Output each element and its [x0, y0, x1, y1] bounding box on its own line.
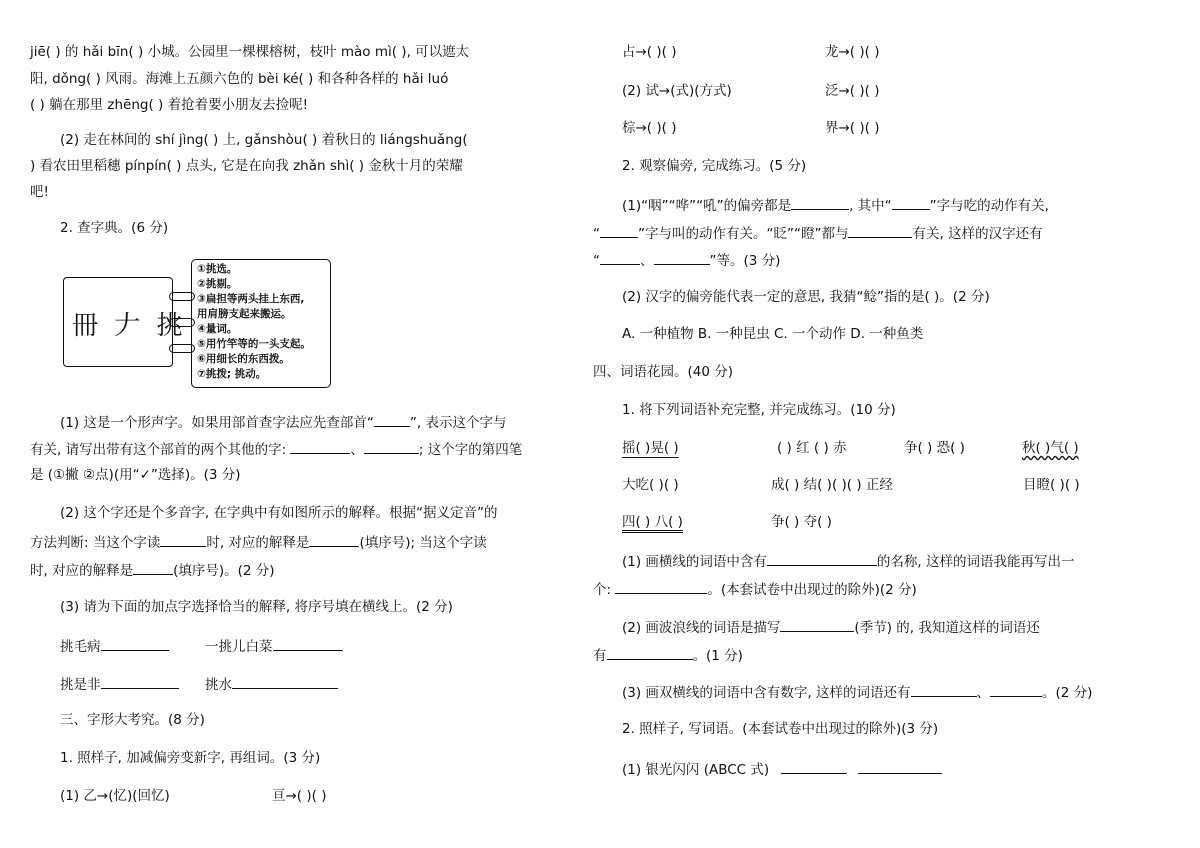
answer-blank[interactable] [990, 682, 1042, 697]
text-line: (2) 走在林间的 shí jìng( ) 上, gǎnshòu( ) 着秋日的 liángshuǎng( [60, 132, 468, 148]
word-item [205, 674, 338, 694]
text-line [593, 579, 917, 599]
text: 个: [593, 582, 616, 598]
wavy-word: 秋( )气( ) [1022, 440, 1079, 456]
text-line [30, 439, 522, 459]
text: 时, 对应的解释是 [206, 535, 310, 551]
word-item [60, 674, 179, 694]
word-item [205, 636, 343, 656]
text: 方法判断: 当这个字读 [30, 535, 161, 551]
question-title: 2. 查字典。(6 分) [60, 220, 169, 236]
text: ”, 表示这个字与 [409, 415, 507, 431]
text: 有关, 请写出带有这个部首的两个其他的字: [30, 442, 291, 458]
text-line: (3) 请为下面的加点字选择恰当的解释, 将序号填在横线上。(2 分) [60, 599, 453, 615]
word-fill: 争( ) 恐( ) [904, 440, 965, 456]
answer-blank[interactable] [780, 617, 854, 632]
word-item [60, 636, 169, 656]
text-line [593, 250, 780, 270]
text: 。(1 分) [692, 648, 743, 664]
word-fill [1022, 439, 1079, 457]
text: , 其中“ [849, 198, 892, 214]
definition-item: ⑦挑拨; 挑动。 [197, 368, 267, 380]
definition-item: 用肩膀支起来搬运。 [197, 308, 292, 320]
answer-blank[interactable] [364, 439, 419, 454]
text-line [593, 223, 1043, 243]
word: 一挑儿白菜 [205, 639, 273, 655]
text-line: 亘→( )( ) [272, 788, 327, 804]
text-line: (2) 试→(式)(方式) [622, 83, 732, 99]
text-line [60, 412, 507, 432]
text: ”字与吃的动作有关, [929, 198, 1049, 214]
word-fill: 大吃( )( ) [622, 477, 679, 493]
answer-blank[interactable] [781, 759, 847, 774]
word: 挑水 [205, 677, 232, 693]
word-fill: 争( ) 夺( ) [771, 514, 832, 530]
text: 的名称, 这样的词语我能再写出一 [876, 554, 1075, 570]
text-line [30, 560, 275, 580]
text: 有关, 这样的汉字还有 [912, 226, 1043, 242]
answer-blank[interactable] [133, 560, 173, 575]
text: 、 [640, 253, 654, 269]
answer-blank[interactable] [848, 223, 912, 238]
text-line: 占→( )( ) [622, 44, 677, 60]
text-line: (2) 汉字的偏旁能代表一定的意思, 我猜“鲶”指的是( )。(2 分) [622, 289, 990, 305]
text-line: 界→( )( ) [825, 120, 880, 136]
text: (2) 画波浪线的词语是描写 [622, 620, 781, 636]
text-line: 1. 照样子, 加减偏旁变新字, 再组词。(3 分) [60, 750, 321, 766]
text-line: 1. 将下列词语补充完整, 并完成练习。(10 分) [622, 402, 896, 418]
text: (3) 画双横线的词语中含有数字, 这样的词语还有 [622, 685, 911, 701]
answer-blank[interactable] [615, 579, 707, 594]
text-line: 2. 照样子, 写词语。(本套试卷中出现过的除外)(3 分) [622, 721, 939, 737]
text: 时, 对应的解释是 [30, 563, 134, 579]
text-line: 泛→( )( ) [825, 83, 880, 99]
definition-item: ①挑选。 [197, 263, 238, 275]
word-fill: ( ) 红 ( ) 赤 [777, 440, 847, 456]
answer-blank[interactable] [911, 682, 977, 697]
definition-item: ②挑剔。 [197, 278, 238, 290]
text-line: (2) 这个字还是个多音字, 在字典中有如图所示的解释。根据“据义定音”的 [60, 505, 498, 521]
text: ”等。(3 分) [709, 253, 781, 269]
text-line: 是 (①撇 ②点)(用“✓”选择)。(3 分) [30, 467, 241, 483]
answer-blank[interactable] [791, 195, 849, 210]
text-line: jiē( ) 的 hǎi bīn( ) 小城。公园里一棵棵榕树，枝叶 mào mì( ), 可以遮太 [30, 44, 470, 60]
word-fill [622, 513, 683, 531]
text: 有 [593, 648, 607, 664]
dictionary-glyphs: 冊 𠂇 挑 [72, 311, 187, 341]
definition-item: ⑥用细长的东西拨。 [197, 353, 290, 365]
word-fill: 目瞪( )( ) [1023, 477, 1080, 493]
text-line [622, 195, 1049, 215]
text: “ [593, 253, 600, 269]
definition-item: ③扁担等两头挂上东西, [197, 293, 305, 305]
answer-blank[interactable] [858, 759, 942, 774]
underlined-word: 摇( )晃( ) [622, 440, 679, 456]
question-title: 2. 观察偏旁, 完成练习。(5 分) [622, 158, 807, 174]
text-line [622, 551, 1075, 571]
text-line: ( ) 躺在那里 zhēng( ) 着抢着要小朋友去捡呢! [30, 97, 309, 113]
answer-blank[interactable] [654, 250, 710, 265]
answer-blank[interactable] [607, 645, 693, 660]
answer-blank[interactable] [232, 674, 338, 689]
text: (填序号); 当这个字读 [359, 535, 487, 551]
text-line [622, 617, 1040, 637]
word: 挑是非 [60, 677, 101, 693]
text: (季节) 的, 我知道这样的词语还 [854, 620, 1040, 636]
text: ”字与叫的动作有关。“眨”“瞪”都与 [638, 226, 849, 242]
text: 、 [350, 442, 364, 458]
answer-blank[interactable] [600, 250, 640, 265]
answer-blank[interactable] [309, 532, 359, 547]
answer-options: A. 一种植物 B. 一种昆虫 C. 一个动作 D. 一种鱼类 [622, 326, 924, 342]
text-line: 棕→( )( ) [622, 120, 677, 136]
text: (1) 画横线的词语中含有 [622, 554, 767, 570]
text: (填序号)。(2 分) [173, 563, 275, 579]
text: “ [593, 226, 600, 242]
definition-item: ④量词。 [197, 323, 238, 335]
text: (1) 银光闪闪 (ABCC 式) [622, 762, 770, 778]
section-heading: 四、词语花园。(40 分) [593, 364, 734, 380]
text-line: (1) 乙→(忆)(回忆) [60, 788, 170, 804]
text-line [622, 759, 942, 779]
answer-blank[interactable] [101, 636, 169, 651]
text-line: 阳, dǒng( ) 风雨。海滩上五颜六色的 bèi ké( ) 和各种各样的 hǎi luó [30, 71, 449, 87]
text: 。(本套试卷中出现过的除外)(2 分) [707, 582, 917, 598]
text: (1) 这是一个形声字。如果用部首查字法应先查部首“ [60, 415, 374, 431]
text-line: 龙→( )( ) [825, 44, 880, 60]
answer-blank[interactable] [101, 674, 179, 689]
double-underlined-word: 四( ) 八( ) [622, 514, 683, 533]
answer-blank[interactable] [892, 195, 930, 210]
text: ; 这个字的第四笔 [418, 442, 523, 458]
word-fill [622, 439, 679, 458]
text: 、 [976, 685, 990, 701]
answer-blank[interactable] [290, 439, 350, 454]
section-heading: 三、字形大考究。(8 分) [60, 712, 205, 728]
text: (1)“咽”“哗”“吼”的偏旁都是 [622, 198, 792, 214]
text-line [30, 532, 487, 552]
text-line: 吧! [30, 184, 49, 200]
answer-blank[interactable] [160, 532, 206, 547]
answer-blank[interactable] [600, 223, 638, 238]
word-fill: 成( ) 结( )( )( ) 正经 [771, 477, 893, 493]
text-line [593, 645, 743, 665]
text-line: ) 看农田里稻穗 pínpín( ) 点头, 它是在向我 zhǎn shì( ) 金秋十月的荣耀 [30, 158, 463, 174]
text: 。(2 分) [1042, 685, 1093, 701]
answer-blank[interactable] [767, 551, 877, 566]
answer-blank[interactable] [273, 636, 343, 651]
answer-blank[interactable] [374, 412, 410, 427]
word: 挑毛病 [60, 639, 101, 655]
text-line [622, 682, 1092, 702]
definition-item: ⑤用竹竿等的一头支起。 [197, 338, 311, 350]
